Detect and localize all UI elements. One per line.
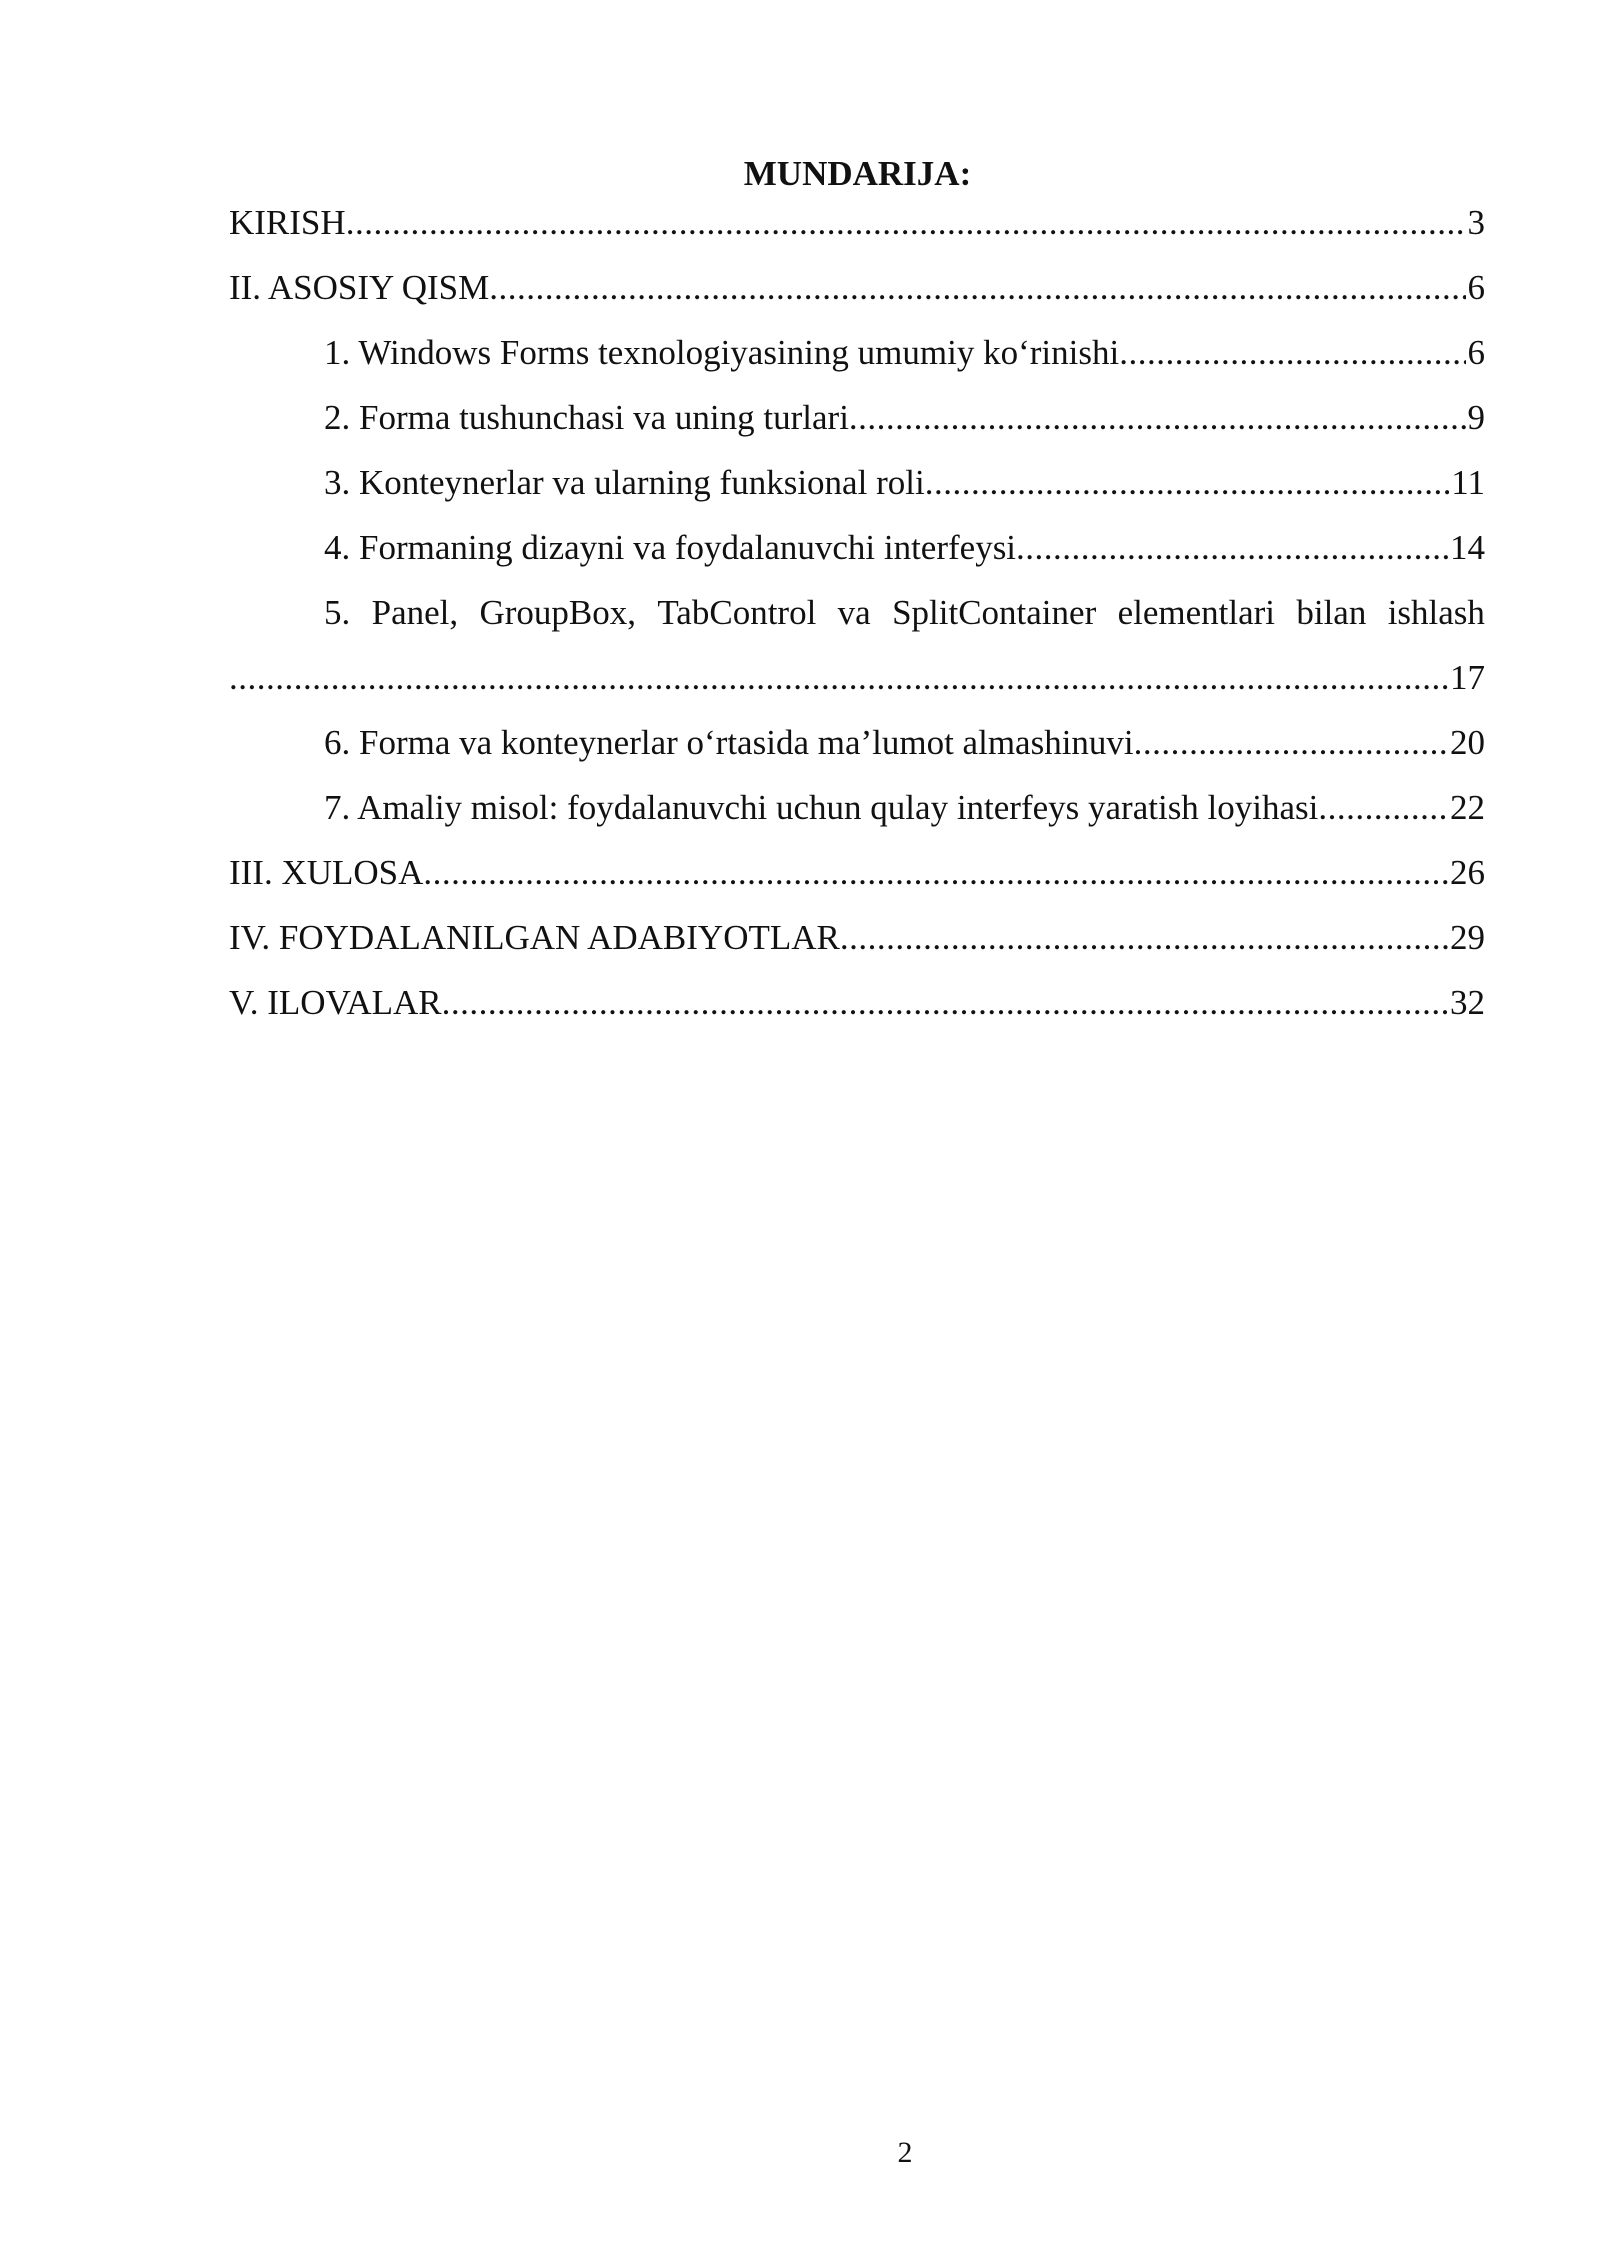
toc-entry-label: V. ILOVALAR: [229, 983, 442, 1022]
toc-dot-leader: [1119, 330, 1465, 375]
toc-entry-page: 3: [1467, 203, 1485, 242]
toc-entry-label: 7. Amaliy misol: foydalanuvchi uchun qulay interfeys yaratish loyihasi: [324, 788, 1319, 827]
toc-entry-page: 29: [1450, 918, 1485, 957]
toc-entry-label-justified: [324, 590, 1485, 635]
toc-entry-label: 3. Konteynerlar va ularning funksional roli: [324, 463, 925, 502]
toc-dot-leader: [423, 850, 1448, 895]
toc-entry-asosiy-qism[interactable]: [229, 265, 1485, 330]
toc-word: bilan: [1296, 593, 1367, 632]
toc-entry-label: 4. Formaning dizayni va foydalanuvchi interfeysi: [324, 528, 1017, 567]
toc-entry-label: 1. Windows Forms texnologiyasining umumiy ko‘rinishi: [324, 333, 1120, 372]
toc-word: va: [837, 593, 871, 632]
toc-word: TabControl: [657, 593, 817, 632]
page-number: 2: [897, 2136, 913, 2169]
toc-entry-label: II. ASOSIY QISM: [229, 268, 490, 307]
toc-entry-page: 32: [1450, 983, 1485, 1022]
toc-entry-page: 26: [1450, 853, 1485, 892]
toc-dot-leader: [1016, 525, 1448, 570]
toc-dot-leader: [229, 655, 1448, 700]
toc-entry-amaliy-misol[interactable]: [229, 785, 1485, 850]
toc-entry-forma-tushunchasi[interactable]: [229, 395, 1485, 460]
toc-entry-kirish[interactable]: [229, 200, 1485, 265]
toc-title: MUNDARIJA:: [743, 154, 972, 193]
toc-entry-page: 6: [1467, 333, 1485, 372]
toc-dot-leader: [489, 265, 1465, 310]
toc-dot-leader: [849, 395, 1466, 440]
toc-entry-page: 6: [1467, 268, 1485, 307]
toc-entry-page: 22: [1450, 788, 1485, 827]
toc-entry-adabiyotlar[interactable]: [229, 915, 1485, 980]
toc-entry-label: KIRISH: [229, 203, 346, 242]
toc-entry-page: 17: [1450, 658, 1485, 697]
toc-dot-leader: [925, 460, 1450, 505]
toc-entry-page: 14: [1450, 528, 1485, 567]
toc-word: ishlash: [1387, 593, 1485, 632]
toc-entry-ilovalar[interactable]: [229, 980, 1485, 1045]
toc-entry-page: 20: [1450, 723, 1485, 762]
toc-dot-leader: [840, 915, 1448, 960]
toc-entry-konteynerlar[interactable]: [229, 460, 1485, 525]
toc-entry-formaning-dizayni[interactable]: [229, 525, 1485, 590]
toc-word: GroupBox,: [479, 593, 637, 632]
toc-entry-label: IV. FOYDALANILGAN ADABIYOTLAR: [229, 918, 840, 957]
toc-entry-malumot-almashinuvi[interactable]: [229, 720, 1485, 785]
toc-entry-label: III. XULOSA: [229, 853, 424, 892]
toc-entry-label: 2. Forma tushunchasi va uning turlari: [324, 398, 849, 437]
toc-entry-page: 11: [1451, 463, 1485, 502]
toc-dot-leader: [442, 980, 1448, 1025]
toc-word: elementlari: [1117, 593, 1275, 632]
toc-entry-panel-groupbox-line2[interactable]: [229, 655, 1485, 720]
toc-entry-panel-groupbox-line1[interactable]: [229, 590, 1485, 655]
toc-word: SplitContainer: [892, 593, 1097, 632]
toc-dot-leader: [346, 200, 1466, 245]
toc-entry-xulosa[interactable]: [229, 850, 1485, 915]
toc-entry-windows-forms[interactable]: [229, 330, 1485, 395]
toc-dot-leader: [1134, 720, 1448, 765]
toc-word: 5.: [324, 593, 351, 632]
toc-entry-page: 9: [1467, 398, 1485, 437]
toc-word: Panel,: [371, 593, 459, 632]
table-of-contents: [229, 200, 1485, 1045]
toc-entry-label: 6. Forma va konteynerlar o‘rtasida ma’lumot almashinuvi: [324, 723, 1134, 762]
toc-dot-leader: [1318, 785, 1448, 830]
